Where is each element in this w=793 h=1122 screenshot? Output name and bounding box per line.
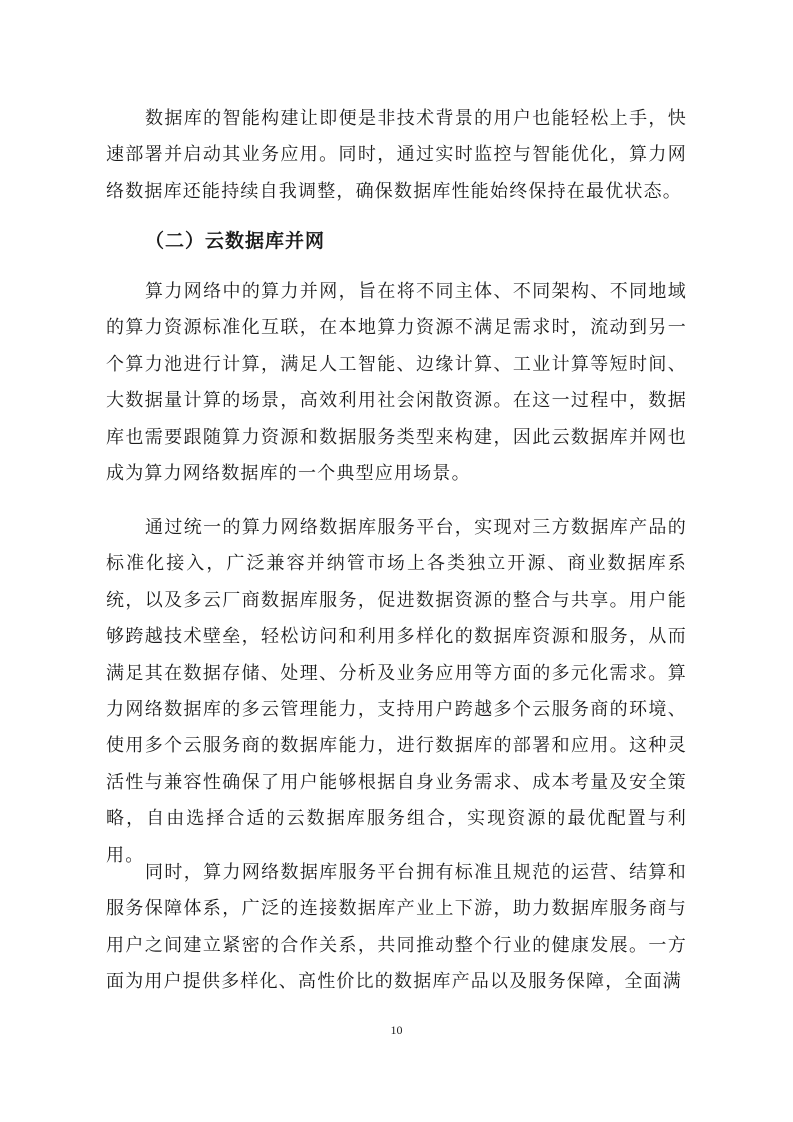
- body-paragraph: 算力网络中的算力并网，旨在将不同主体、不同架构、不同地域的算力资源标准化互联，在本地算力资源不满足需求时，流动到另一个算力池进行计算，满足人工智能、边缘计算、工业计算等短时间、大数据量计算的场景，高效利用社会闲散资源。在这一过程中，数据库也需要跟随算力资源和数据服务类型来构建，因此云数据库并网也成为算力网络数据库的一个典型应用场景。: [106, 281, 687, 485]
- page-number: 10: [390, 1023, 403, 1037]
- body-paragraph: 通过统一的算力网络数据库服务平台，实现对三方数据库产品的标准化接入，广泛兼容并纳管市场上各类独立开源、商业数据库系统，以及多云厂商数据库服务，促进数据资源的整合与共享。用户能够跨越技术壁垒，轻松访问和利用多样化的数据库资源和服务，从而满足其在数据存储、处理、分析及业务应用等方面的多元化需求。算力网络数据库的多云管理能力，支持用户跨越多个云服务商的环境、使用多个云服务商的数据库能力，进行数据库的部署和应用。这种灵活性与兼容性确保了用户能够根据自身业务需求、成本考量及安全策略，自由选择合适的云数据库服务组合，实现资源的最优配置与利用。: [106, 517, 687, 866]
- body-paragraph: 同时，算力网络数据库服务平台拥有标准且规范的运营、结算和服务保障体系，广泛的连接数据库产业上下游，助力数据库服务商与用户之间建立紧密的合作关系，共同推动整个行业的健康发展。一方面为用户提供多样化、高性价比的数据库产品以及服务保障，全面满: [106, 862, 687, 993]
- section-heading: （二）云数据库并网: [145, 230, 326, 252]
- body-paragraph: 数据库的智能构建让即便是非技术背景的用户也能轻松上手，快速部署并启动其业务应用。同时，通过实时监控与智能优化，算力网络数据库还能持续自我调整，确保数据库性能始终保持在最优状态。: [106, 108, 687, 202]
